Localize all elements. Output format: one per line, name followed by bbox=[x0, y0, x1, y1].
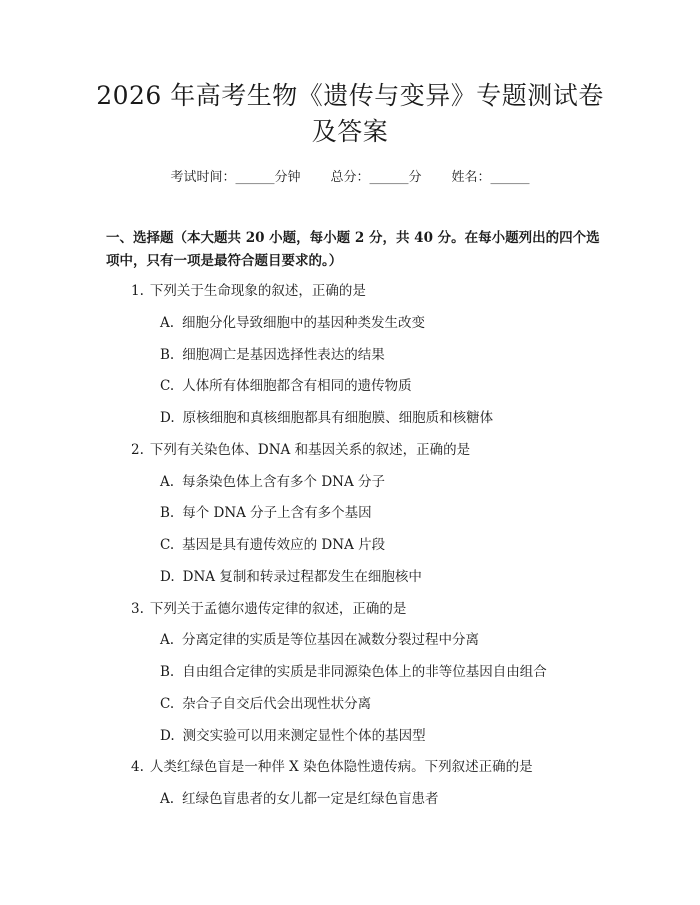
option-letter: A. bbox=[160, 315, 175, 331]
option-text: 杂合子自交后代会出现性状分离 bbox=[182, 696, 372, 712]
option-2c bbox=[160, 535, 385, 555]
question-stem: 下列有关染色体、DNA 和基因关系的叙述，正确的是 bbox=[149, 442, 471, 458]
option-letter: C. bbox=[160, 537, 175, 553]
option-text: 每条染色体上含有多个 DNA 分子 bbox=[182, 474, 386, 490]
question-stem: 下列关于生命现象的叙述，正确的是 bbox=[149, 283, 366, 299]
option-letter: C. bbox=[160, 378, 175, 394]
option-text: 测交实验可以用来测定显性个体的基因型 bbox=[182, 728, 426, 744]
exam-score: 总分：______分 bbox=[330, 170, 422, 185]
option-2b bbox=[160, 503, 372, 523]
question-number: 3. bbox=[131, 601, 144, 617]
option-text: 每个 DNA 分子上含有多个基因 bbox=[182, 505, 372, 521]
option-text: 自由组合定律的实质是非同源染色体上的非等位基因自由组合 bbox=[182, 664, 547, 680]
question-stem: 人类红绿色盲是一种伴 X 染色体隐性遗传病。下列叙述正确的是 bbox=[149, 759, 533, 775]
option-3a bbox=[160, 630, 479, 650]
student-name: 姓名：______ bbox=[451, 170, 530, 185]
option-letter: D. bbox=[160, 728, 175, 744]
section-heading: 一、选择题（本大题共 20 小题，每小题 2 分，共 40 分。在每小题列出的四个选项中，只有一项是最符合题目要求的。） bbox=[106, 230, 600, 269]
option-3d bbox=[160, 726, 426, 746]
option-letter: A. bbox=[160, 632, 175, 648]
option-letter: A. bbox=[160, 791, 175, 807]
title-line-1: 2026 年高考生物《遗传与变异》专题测试卷 bbox=[96, 81, 604, 110]
option-letter: B. bbox=[160, 505, 175, 521]
option-text: 细胞凋亡是基因选择性表达的结果 bbox=[182, 347, 385, 363]
option-text: DNA 复制和转录过程都发生在细胞核中 bbox=[182, 569, 422, 585]
option-1b bbox=[160, 345, 385, 365]
option-letter: D. bbox=[160, 410, 175, 426]
option-1c bbox=[160, 376, 412, 396]
exam-time: 考试时间：______分钟 bbox=[170, 170, 301, 185]
question-4 bbox=[131, 757, 533, 777]
option-1d bbox=[160, 408, 493, 428]
question-2 bbox=[131, 440, 470, 460]
exam-meta bbox=[0, 168, 700, 188]
question-1 bbox=[131, 281, 366, 301]
option-text: 细胞分化导致细胞中的基因种类发生改变 bbox=[182, 315, 426, 331]
question-stem: 下列关于孟德尔遗传定律的叙述，正确的是 bbox=[149, 601, 407, 617]
option-text: 红绿色盲患者的女儿都一定是红绿色盲患者 bbox=[182, 791, 439, 807]
option-text: 基因是具有遗传效应的 DNA 片段 bbox=[182, 537, 386, 553]
option-2d bbox=[160, 567, 422, 587]
option-3c bbox=[160, 694, 371, 714]
question-3 bbox=[131, 599, 406, 619]
option-4a bbox=[160, 789, 439, 809]
option-letter: B. bbox=[160, 347, 175, 363]
question-number: 4. bbox=[131, 759, 144, 775]
question-number: 1. bbox=[131, 283, 144, 299]
option-letter: A. bbox=[160, 474, 175, 490]
option-text: 原核细胞和真核细胞都具有细胞膜、细胞质和核糖体 bbox=[182, 410, 494, 426]
option-letter: B. bbox=[160, 664, 175, 680]
option-1a bbox=[160, 313, 425, 333]
option-letter: D. bbox=[160, 569, 175, 585]
option-text: 分离定律的实质是等位基因在减数分裂过程中分离 bbox=[182, 632, 480, 648]
option-letter: C. bbox=[160, 696, 175, 712]
option-text: 人体所有体细胞都含有相同的遗传物质 bbox=[182, 378, 412, 394]
option-2a bbox=[160, 472, 385, 492]
question-number: 2. bbox=[131, 442, 144, 458]
page-title bbox=[0, 78, 700, 150]
title-line-2: 及答案 bbox=[311, 117, 389, 146]
option-3b bbox=[160, 662, 547, 682]
